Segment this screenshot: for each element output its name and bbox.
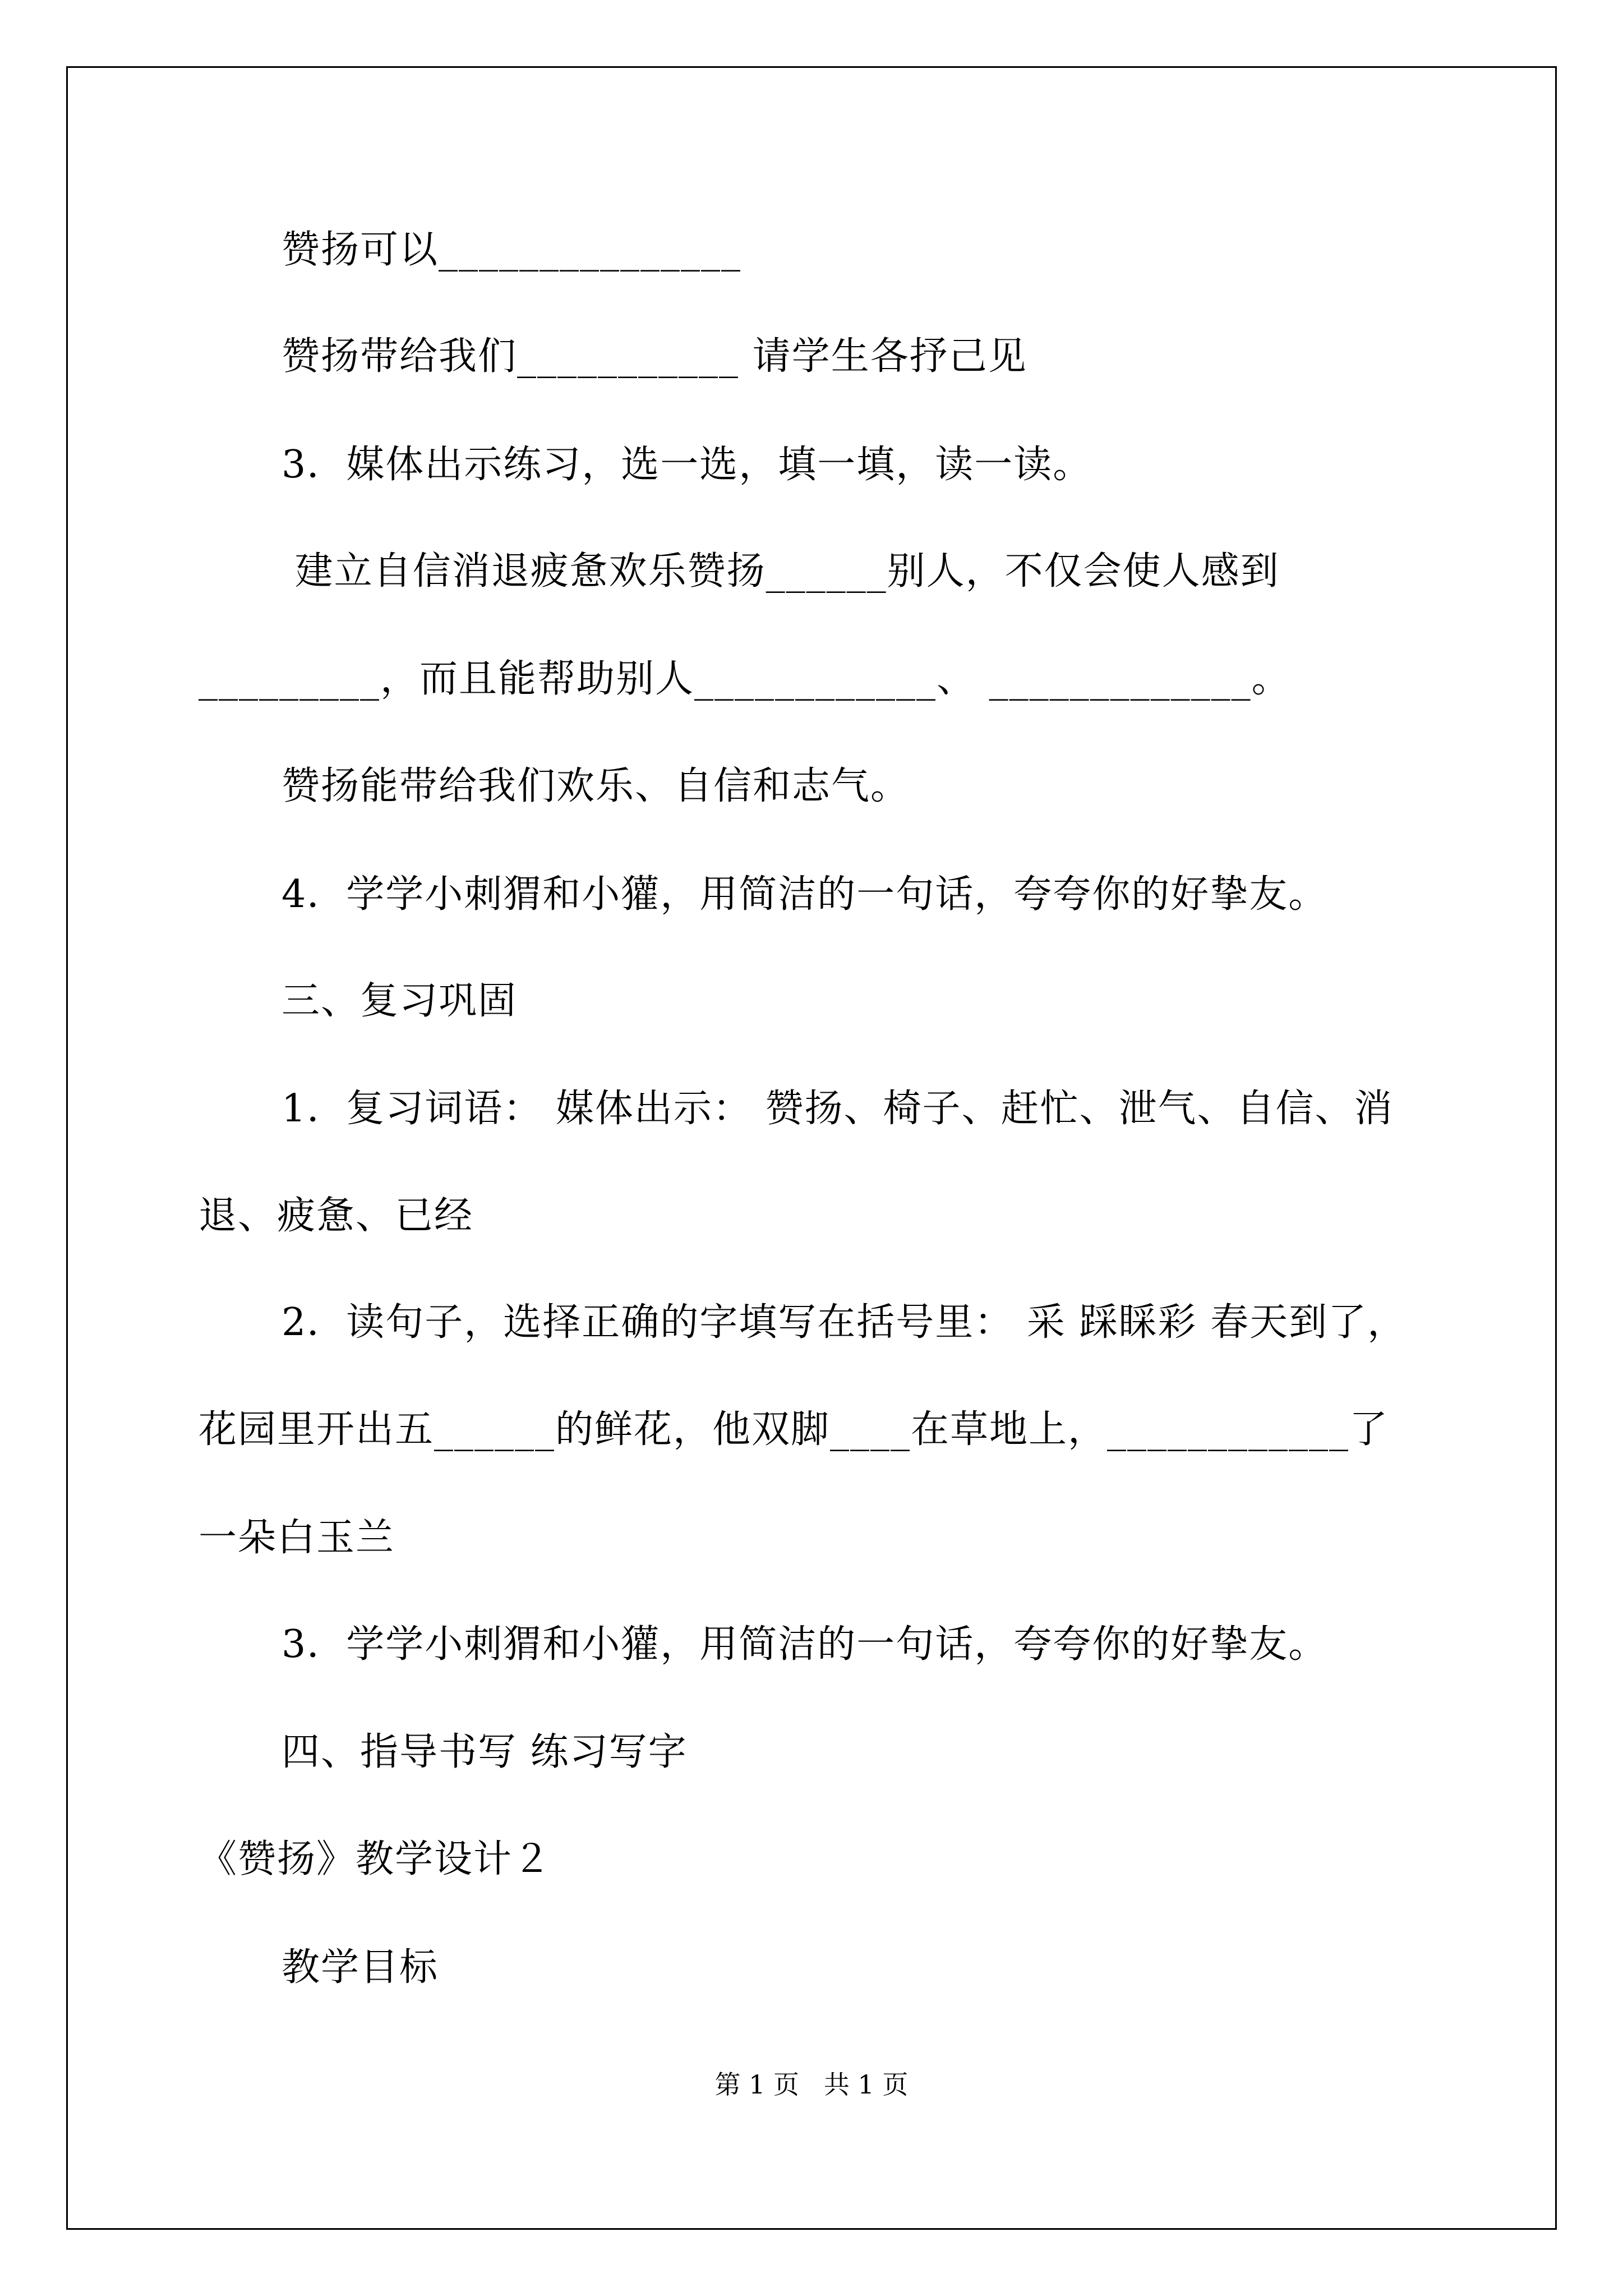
text-line-4: 建立自信消退疲惫欢乐赞扬______别人，不仅会使人感到 — [282, 549, 1280, 593]
text-line-12: 花园里开出五______的鲜花，他双脚____在草地上，____________了 — [199, 1407, 1389, 1452]
section-heading-4: 四、指导书写 练习写字 — [282, 1730, 688, 1774]
text-line-10: 退、疲惫、已经 — [199, 1194, 474, 1238]
page-footer: 第 1 页 共 1 页 — [714, 2069, 909, 2100]
text-line-13: 一朵白玉兰 — [199, 1516, 395, 1560]
teaching-goals-heading: 教学目标 — [282, 1945, 439, 1990]
text-line-1: 赞扬可以_______________ — [282, 228, 742, 272]
document-subtitle: 《赞扬》教学设计２ — [199, 1837, 552, 1881]
text-line-2: 赞扬带给我们___________ 请学生各抒己见 — [282, 334, 1027, 379]
text-line-7: 4．学学小刺猬和小獾，用简洁的一句话，夸夸你的好挚友。 — [282, 872, 1328, 917]
section-heading-3: 三、复习巩固 — [282, 979, 518, 1023]
text-line-9: 1．复习词语： 媒体出示： 赞扬、椅子、赶忙、泄气、自信、消 — [282, 1087, 1394, 1131]
text-line-3: 3．媒体出示练习，选一选，填一填，读一读。 — [282, 443, 1092, 487]
page-border — [66, 66, 1557, 2230]
text-line-14: 3．学学小刺猬和小獾，用简洁的一句话，夸夸你的好挚友。 — [282, 1622, 1328, 1667]
text-line-6: 赞扬能带给我们欢乐、自信和志气。 — [282, 764, 910, 808]
text-line-11: 2．读句子，选择正确的字填写在括号里： 采 踩睬彩 春天到了， — [282, 1300, 1407, 1345]
text-line-5: _________，而且能帮助别人____________、 _____________。 — [199, 657, 1291, 701]
